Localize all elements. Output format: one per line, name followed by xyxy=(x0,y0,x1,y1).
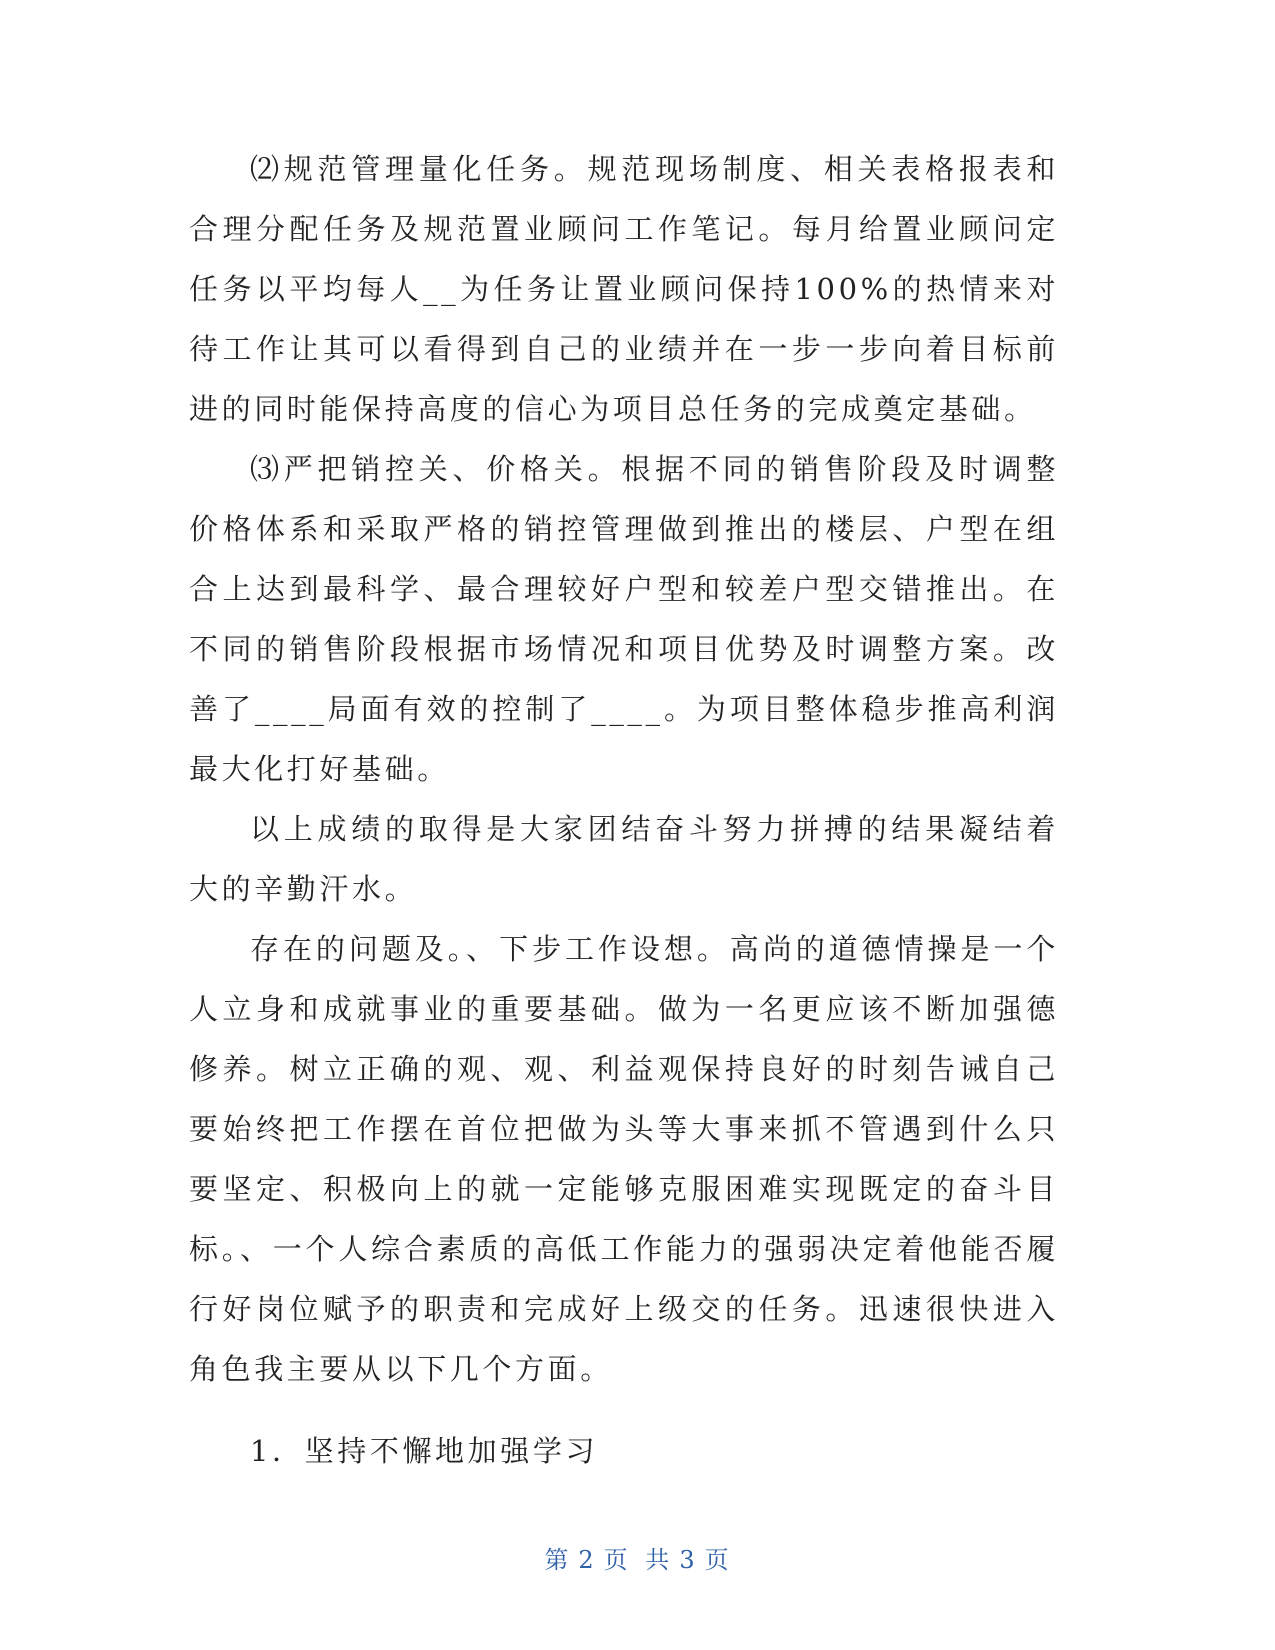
list-item-study: 1．坚持不懈地加强学习 xyxy=(250,1434,599,1468)
footer-current-page: 2 xyxy=(578,1546,596,1574)
page-footer xyxy=(0,1540,1275,1575)
footer-suffix: 页 xyxy=(704,1546,731,1574)
footer-middle: 页 共 xyxy=(603,1546,672,1574)
paragraph-problems-plans: 存在的问题及。、下步工作设想。高尚的道德情操是一个人立身和成就事业的重要基础。做为一名更应该不断加强德修养。树立正确的观、观、利益观保持良好的时刻告诫自己要始终把工作摆在首位把做为头等大事来抓不管遇到什么只要坚定、积极向上的就一定能够克服困难实现既定的奋斗目标。、一个人综合素质的高低工作能力的强弱决定着他能否履行好岗位赋予的职责和完成好上级交的任务。迅速很快进入角色我主要从以下几个方面。 xyxy=(189,932,1059,1386)
paragraph-quantify-tasks: ⑵规范管理量化任务。规范现场制度、相关表格报表和合理分配任务及规范置业顾问工作笔记。每月给置业顾问定任务以平均每人__为任务让置业顾问保持100%的热情来对待工作让其可以看得到自己的业绩并在一步一步向着目标前进的同时能保持高度的信心为项目总任务的完成奠定基础。 xyxy=(189,152,1059,426)
footer-total-pages: 3 xyxy=(679,1546,697,1574)
footer-prefix: 第 xyxy=(544,1546,571,1574)
paragraph-achievements: 以上成绩的取得是大家团结奋斗努力拼搏的结果凝结着大的辛勤汗水。 xyxy=(189,812,1059,906)
paragraph-sales-control: ⑶严把销控关、价格关。根据不同的销售阶段及时调整价格体系和采取严格的销控管理做到推出的楼层、户型在组合上达到最科学、最合理较好户型和较差户型交错推出。在不同的销售阶段根据市场情况和项目优势及时调整方案。改善了____局面有效的控制了____。为项目整体稳步推高利润最大化打好基础。 xyxy=(189,452,1059,786)
document-body xyxy=(189,139,1059,1481)
